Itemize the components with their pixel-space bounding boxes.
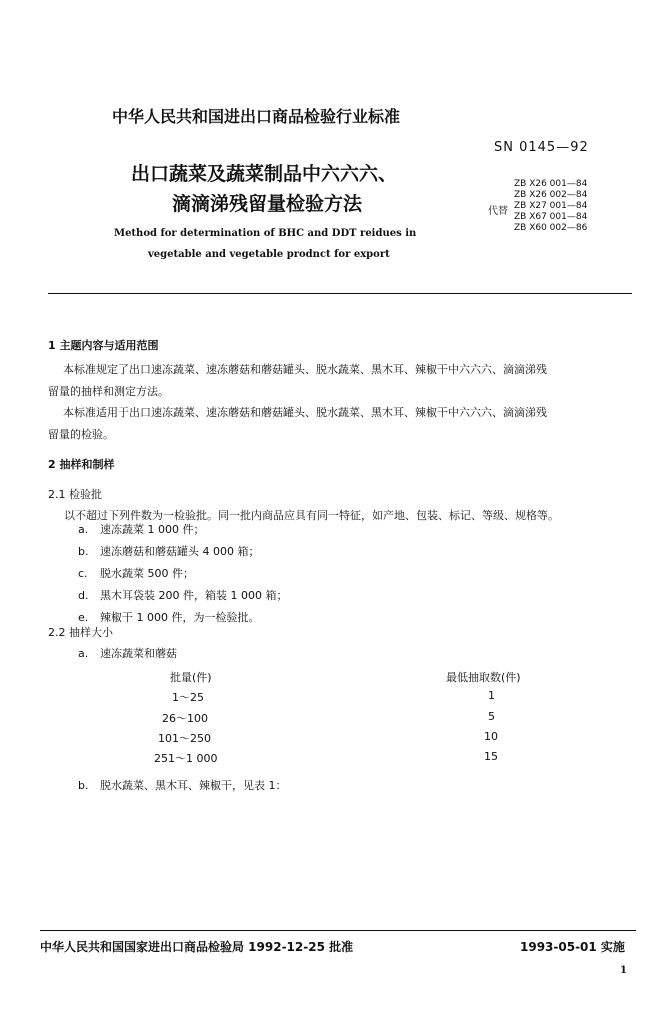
standard-number: SN 0145—92: [494, 140, 589, 155]
table-header-min-sample: 最低抽取数(件): [446, 671, 521, 684]
list-text: 辣椒干 1 000 件，为一检验批。: [100, 611, 260, 624]
section-2-heading: 2 抽样和制样: [48, 458, 115, 471]
table-header-lot: 批量(件): [170, 671, 212, 684]
paragraph-line: 留量的检验。: [48, 428, 114, 441]
title-line-1: 出口蔬菜及蔬菜制品中六六六、: [131, 163, 398, 185]
section-2-2-item-a: [78, 645, 177, 661]
section-2-1-heading: 2.1 检验批: [48, 488, 102, 501]
page-number: 1: [620, 965, 627, 976]
section-1-paragraph-2: [48, 402, 547, 446]
replaced-standard: ZB X60 002—86: [514, 223, 588, 233]
paragraph-line: 本标准适用于出口速冻蔬菜、速冻蘑菇和蘑菇罐头、脱水蔬菜、黑木耳、辣椒干中六六六、滴滴涕残: [63, 406, 547, 419]
table-cell-min: 1: [488, 689, 495, 702]
list-mark: c.: [78, 567, 88, 580]
header-rule: [48, 293, 632, 294]
issuing-standard-line: 中华人民共和国进出口商品检验行业标准: [112, 107, 401, 126]
list-mark: a.: [78, 647, 89, 660]
title-english-line-2: vegetable and vegetable prodnct for export: [148, 249, 390, 260]
replaced-standard: ZB X26 001—84: [514, 179, 588, 189]
list-text: 黑木耳袋装 200 件，箱装 1 000 箱；: [100, 589, 288, 602]
lot-list: [78, 519, 287, 629]
title-line-2: 滴滴涕残留量检验方法: [172, 193, 363, 215]
replaced-standards: [514, 179, 587, 234]
replaced-standard: ZB X26 002—84: [514, 190, 588, 200]
table-cell-min: 5: [488, 710, 495, 723]
list-mark: b.: [78, 779, 89, 792]
list-item: [78, 519, 287, 541]
replaced-standard: ZB X67 001—84: [514, 212, 588, 222]
list-item: [78, 541, 287, 563]
table-cell-lot: 251～1 000: [154, 752, 218, 765]
list-mark: d.: [78, 589, 89, 602]
section-1-heading: 1 主题内容与适用范围: [48, 339, 159, 352]
replaces-label: 代替: [488, 206, 508, 217]
table-cell-lot: 101～250: [158, 732, 211, 745]
list-text: 速冻蔬菜 1 000 件；: [100, 523, 205, 536]
table-cell-lot: 1～25: [172, 691, 204, 704]
paragraph-line: 本标准规定了出口速冻蔬菜、速冻蘑菇和蘑菇罐头、脱水蔬菜、黑木耳、辣椒干中六六六、滴滴涕残: [63, 363, 547, 376]
table-cell-min: 10: [484, 730, 498, 743]
section-2-2-heading: 2.2 抽样大小: [48, 626, 113, 639]
list-item: [78, 563, 287, 585]
effective-date: 1993-05-01 实施: [520, 940, 625, 954]
section-2-1-text: 以不超过下列件数为一检验批。同一批内商品应具有同一特征，如产地、包装、标记、等级、规格等。: [64, 509, 559, 522]
list-text: 速冻蔬菜和蘑菇: [100, 647, 177, 660]
list-mark: b.: [78, 545, 89, 558]
list-item: [78, 585, 287, 607]
table-cell-min: 15: [484, 750, 498, 763]
list-mark: e.: [78, 611, 89, 624]
section-1-paragraph-1: [48, 359, 547, 403]
list-text: 脱水蔬菜、黑木耳、辣椒干，见表 1：: [100, 779, 287, 792]
footer-rule: [40, 930, 636, 931]
approval-line: 中华人民共和国国家进出口商品检验局 1992-12-25 批准: [40, 940, 354, 954]
list-text: 脱水蔬菜 500 件；: [100, 567, 194, 580]
section-2-2-item-b: [78, 777, 287, 793]
title-english-line-1: Method for determination of BHC and DDT reidues in: [114, 228, 417, 239]
paragraph-line: 留量的抽样和测定方法。: [48, 385, 169, 398]
replaced-standard: ZB X27 001—84: [514, 201, 588, 211]
table-cell-lot: 26～100: [162, 712, 208, 725]
list-text: 速冻蘑菇和蘑菇罐头 4 000 箱；: [100, 545, 260, 558]
list-mark: a.: [78, 523, 89, 536]
